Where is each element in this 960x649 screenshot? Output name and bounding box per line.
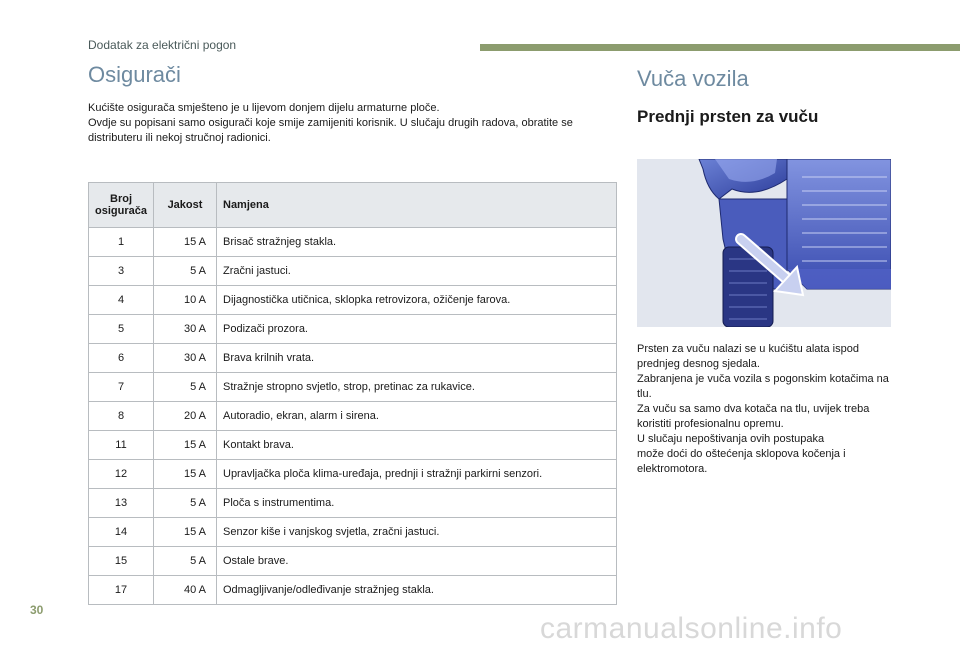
amperage-cell: 5 A [154, 489, 217, 518]
fuse-number-cell: 8 [89, 402, 154, 431]
intro-line: Ovdje su popisani samo osigurači koje smije zamijeniti korisnik. U slučaju drugih radova, obratite se distributeru ili nekoj stručnoj radionici. [88, 117, 573, 144]
purpose-cell: Kontakt brava. [217, 431, 617, 460]
watermark: carmanualsonline.info [540, 612, 843, 645]
table-row [89, 489, 617, 518]
fuse-number-cell: 11 [89, 431, 154, 460]
towing-title: Vuča vozila [637, 66, 749, 91]
table-row [89, 373, 617, 402]
purpose-cell: Ostale brave. [217, 547, 617, 576]
amperage-cell: 15 A [154, 228, 217, 257]
amperage-cell: 40 A [154, 576, 217, 605]
towing-text-line: Zabranjena je vuča vozila s pogonskim kotačima na tlu. [637, 373, 889, 400]
fuse-number-cell: 6 [89, 344, 154, 373]
towing-subtitle: Prednji prsten za vuču [637, 107, 819, 126]
table-row [89, 402, 617, 431]
table-row [89, 431, 617, 460]
seat-and-toolbox-drawing [637, 159, 891, 327]
fuse-number-cell: 5 [89, 315, 154, 344]
amperage-cell: 30 A [154, 315, 217, 344]
fuse-number-cell: 4 [89, 286, 154, 315]
table-row [89, 257, 617, 286]
fuse-number-cell: 12 [89, 460, 154, 489]
header-fuse-number-line1: Broj [110, 193, 132, 205]
amperage-cell: 15 A [154, 431, 217, 460]
amperage-cell: 30 A [154, 344, 217, 373]
amperage-cell: 15 A [154, 518, 217, 547]
fuse-number-cell: 15 [89, 547, 154, 576]
purpose-cell: Odmagljivanje/odleđivanje stražnjeg stakla. [217, 576, 617, 605]
fuse-number-cell: 13 [89, 489, 154, 518]
table-row [89, 315, 617, 344]
table-row [89, 286, 617, 315]
fuse-number-cell: 7 [89, 373, 154, 402]
header-accent-bar [480, 44, 960, 51]
towing-text [637, 342, 897, 477]
intro-line: Kućište osigurača smješteno je u lijevom donjem dijelu armaturne ploče. [88, 102, 440, 114]
fuse-number-cell: 3 [89, 257, 154, 286]
table-row [89, 228, 617, 257]
header-amperage: Jakost [154, 183, 217, 228]
towing-ring-illustration [637, 159, 891, 327]
purpose-cell: Dijagnostička utičnica, sklopka retrovizora, ožičenje farova. [217, 286, 617, 315]
header-fuse-number [89, 183, 154, 228]
table-row [89, 518, 617, 547]
purpose-cell: Senzor kiše i vanjskog svjetla, zračni jastuci. [217, 518, 617, 547]
table-row [89, 344, 617, 373]
fuses-title: Osigurači [88, 62, 181, 87]
purpose-cell: Upravljačka ploča klima-uređaja, prednji i stražnji parkirni senzori. [217, 460, 617, 489]
amperage-cell: 10 A [154, 286, 217, 315]
amperage-cell: 15 A [154, 460, 217, 489]
table-row [89, 576, 617, 605]
fuses-intro [88, 101, 618, 146]
purpose-cell: Brava krilnih vrata. [217, 344, 617, 373]
purpose-cell: Stražnje stropno svjetlo, strop, pretinac za rukavice. [217, 373, 617, 402]
fuse-table-header-row [89, 183, 617, 228]
header-fuse-number-line2: osigurača [95, 205, 147, 217]
purpose-cell: Autoradio, ekran, alarm i sirena. [217, 402, 617, 431]
fuse-table [88, 182, 617, 605]
table-row [89, 460, 617, 489]
amperage-cell: 5 A [154, 257, 217, 286]
purpose-cell: Zračni jastuci. [217, 257, 617, 286]
table-row [89, 547, 617, 576]
fuse-number-cell: 1 [89, 228, 154, 257]
page-number: 30 [30, 603, 44, 617]
fuse-number-cell: 17 [89, 576, 154, 605]
fuse-number-cell: 14 [89, 518, 154, 547]
purpose-cell: Podizači prozora. [217, 315, 617, 344]
amperage-cell: 5 A [154, 373, 217, 402]
towing-text-line: može doći do oštećenja sklopova kočenja i elektromotora. [637, 448, 846, 475]
chapter-title: Dodatak za električni pogon [88, 38, 237, 52]
towing-text-line: U slučaju nepoštivanja ovih postupaka [637, 433, 825, 445]
amperage-cell: 20 A [154, 402, 217, 431]
header-purpose: Namjena [217, 183, 617, 228]
purpose-cell: Ploča s instrumentima. [217, 489, 617, 518]
towing-text-line: Za vuču sa samo dva kotača na tlu, uvijek treba koristiti profesionalnu opremu. [637, 403, 870, 430]
purpose-cell: Brisač stražnjeg stakla. [217, 228, 617, 257]
towing-text-line: Prsten za vuču nalazi se u kućištu alata ispod prednjeg desnog sjedala. [637, 343, 859, 370]
amperage-cell: 5 A [154, 547, 217, 576]
